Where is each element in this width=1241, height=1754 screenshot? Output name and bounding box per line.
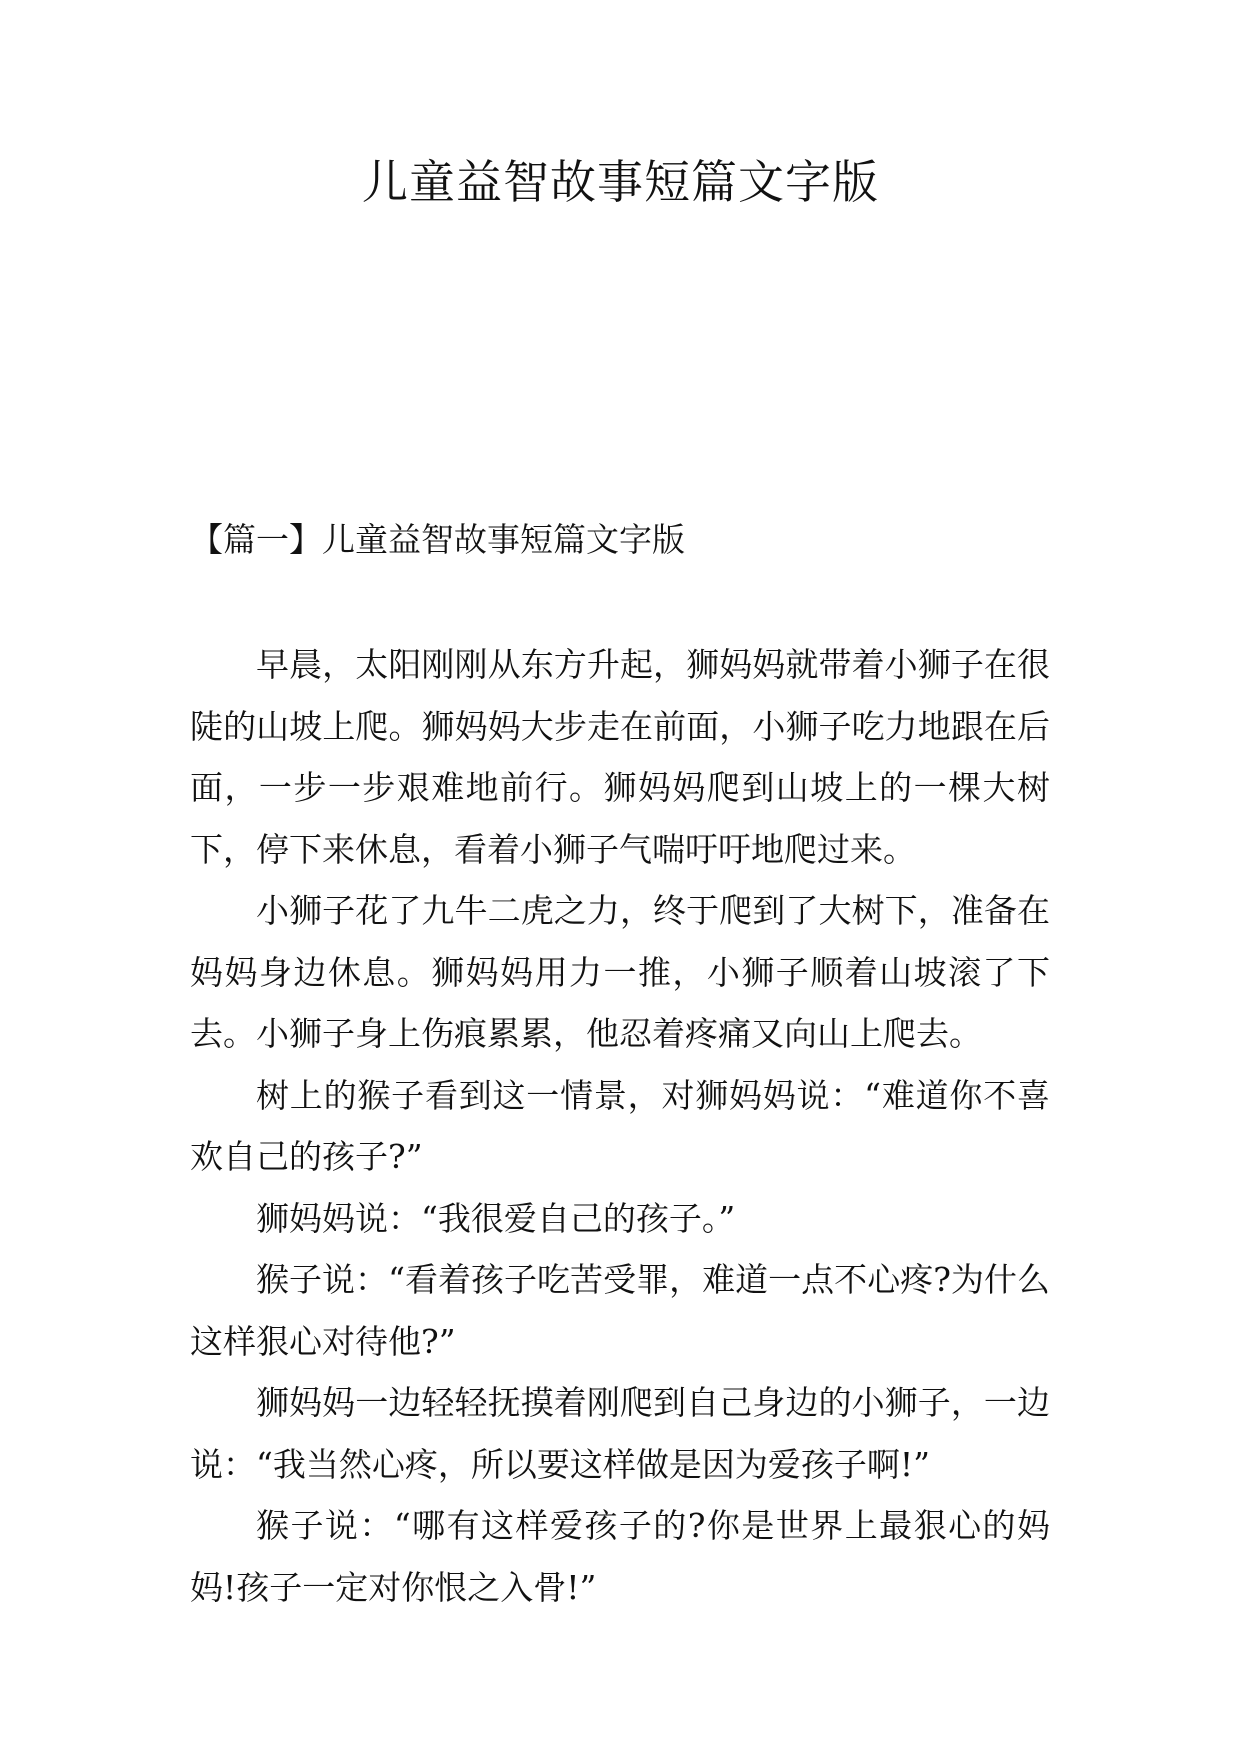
document-title: 儿童益智故事短篇文字版: [362, 155, 879, 209]
section-heading: 【篇一】儿童益智故事短篇文字版: [190, 520, 685, 559]
story-paragraph: 早晨，太阳刚刚从东方升起，狮妈妈就带着小狮子在很陡的山坡上爬。狮妈妈大步走在前面，小狮子吃力地跟在后面，一步一步艰难地前行。狮妈妈爬到山坡上的一棵大树下，停下来休息，看着小狮子气喘吁吁地爬过来。: [190, 645, 1050, 869]
story-paragraph: 猴子说：“看着孩子吃苦受罪，难道一点不心疼?为什么这样狠心对待他?”: [190, 1260, 1050, 1361]
story-paragraph: 树上的猴子看到这一情景，对狮妈妈说：“难道你不喜欢自己的孩子?”: [190, 1075, 1050, 1176]
story-paragraph: 狮妈妈一边轻轻抚摸着刚爬到自己身边的小狮子，一边说：“我当然心疼，所以要这样做是因为爱孩子啊!”: [190, 1383, 1050, 1484]
story-paragraph: 狮妈妈说：“我很爱自己的孩子。”: [256, 1198, 736, 1238]
story-body: [190, 634, 1050, 1618]
story-paragraph: 猴子说：“哪有这样爱孩子的?你是世界上最狠心的妈妈!孩子一定对你恨之入骨!”: [190, 1506, 1050, 1607]
story-paragraph: 小狮子花了九牛二虎之力，终于爬到了大树下，准备在妈妈身边休息。狮妈妈用力一推，小狮子顺着山坡滚了下去。小狮子身上伤痕累累，他忍着疼痛又向山上爬去。: [190, 891, 1050, 1053]
